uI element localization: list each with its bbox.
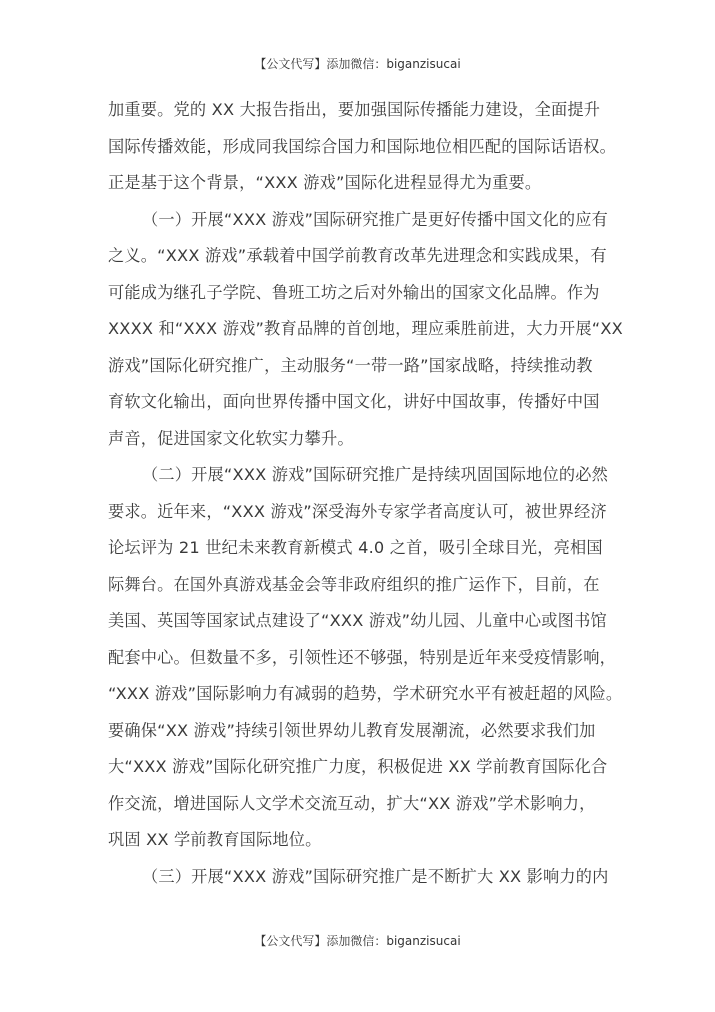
- section-heading-1: （一）开展“XXX 游戏”国际研究推广是更好传播中国文化的应有: [142, 209, 609, 229]
- text-line: 论坛评为 21 世纪未来教育新模式 4.0 之首，吸引全球目光，亮相国: [108, 538, 603, 557]
- section-heading-3: （三）开展“XXX 游戏”国际研究推广是不断扩大 XX 影响力的内: [142, 866, 609, 886]
- section-heading-2: （二）开展“XXX 游戏”国际研究推广是持续巩固国际地位的必然: [142, 465, 609, 484]
- text-line: 巩固 XX 学前教育国际地位。: [108, 830, 322, 849]
- document-body: [108, 92, 638, 895]
- page-header: 【公文代写】添加微信：biganzisucai: [254, 57, 461, 71]
- text-line: 声音，促进国家文化软实力攀升。: [108, 428, 354, 448]
- text-line: 际舞台。在国外真游戏基金会等非政府组织的推广运作下，目前，在: [108, 574, 600, 594]
- page-footer: 【公文代写】添加微信：biganzisucai: [254, 934, 461, 948]
- text-line: “XXX 游戏”国际影响力有减弱的趋势，学术研究水平有被赶超的风险。: [108, 684, 623, 703]
- text-line: 国际传播效能，形成同我国综合国力和国际地位相匹配的国际话语权。: [108, 136, 617, 156]
- text-line: 美国、英国等国家试点建设了“XXX 游戏”幼儿园、儿童中心或图书馆: [108, 611, 607, 630]
- text-line: 作交流，增进国际人文学术交流互动，扩大“XX 游戏”学术影响力，: [108, 793, 596, 813]
- text-line: 要求。近年来，“XXX 游戏”深受海外专家学者高度认可，被世界经济: [108, 501, 607, 521]
- text-line: 可能成为继孔子学院、鲁班工坊之后对外输出的国家文化品牌。作为: [108, 282, 600, 302]
- text-line: XXXX 和“XXX 游戏”教育品牌的首创地，理应乘胜前进，大力开展“XX: [108, 319, 623, 338]
- text-line: 要确保“XX 游戏”持续引领世界幼儿教育发展潮流，必然要求我们加: [108, 720, 596, 740]
- text-line: 正是基于这个背景，“XXX 游戏”国际化进程显得尤为重要。: [108, 173, 542, 192]
- text-line: 大“XXX 游戏”国际化研究推广力度，积极促进 XX 学前教育国际化合: [108, 757, 608, 776]
- text-line: 之义。“XXX 游戏”承载着中国学前教育改革先进理念和实践成果，有: [108, 246, 607, 265]
- text-line: 加重要。党的 XX 大报告指出，要加强国际传播能力建设，全面提升: [108, 100, 601, 119]
- text-line: 游戏”国际化研究推广，主动服务“一带一路”国家战略，持续推动教: [108, 355, 593, 375]
- text-line: 配套中心。但数量不多，引领性还不够强，特别是近年来受疫情影响，: [108, 647, 617, 667]
- text-line: 育软文化输出，面向世界传播中国文化，讲好中国故事，传播好中国: [108, 392, 600, 411]
